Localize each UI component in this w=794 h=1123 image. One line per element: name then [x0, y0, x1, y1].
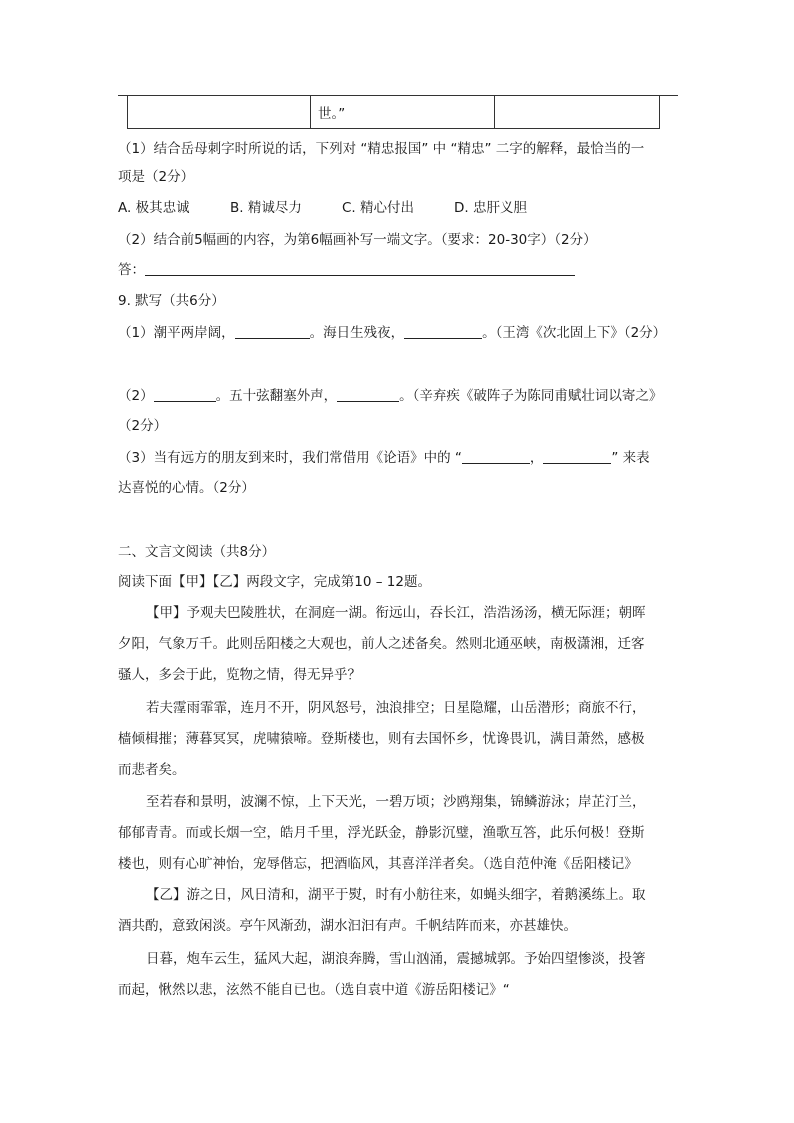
q9-item3-line2: 达喜悦的心情。（2分） — [118, 480, 255, 496]
table-fragment — [127, 95, 660, 129]
option-d: D. 忠肝义胆 — [454, 200, 527, 216]
passage-line: 楼也，则有心旷神怡，宠辱偕忘，把酒临风，其喜洋洋者矣。（选自范仲淹《岳阳楼记》 — [118, 856, 638, 872]
section2-title: 二、文言文阅读（共8分） — [118, 544, 276, 560]
passage-line: 骚人，多会于此，览物之情，得无异乎？ — [118, 667, 361, 683]
q8-1-stem-line1: （1）结合岳母刺字时所说的话，下列对 “精忠报国” 中 “精忠” 二字的解释，最恰当的一 — [118, 141, 645, 157]
answer-label: 答： — [118, 262, 145, 278]
q9-item1-text-a: （1）潮平两岸阔， — [118, 325, 235, 341]
q8-2-stem: （2）结合前5幅画的内容，为第6幅画补写一端文字。（要求：20-30字）（2分） — [118, 232, 597, 248]
q8-1-options — [118, 199, 527, 217]
option-c: C. 精心付出 — [342, 200, 415, 216]
passage-line: 郁郁青青。而或长烟一空，皓月千里，浮光跃金，静影沉璧，渔歌互答，此乐何极！登斯 — [118, 825, 645, 841]
option-b: B. 精诚尽力 — [230, 200, 302, 216]
q9-item3-text-c: ” 来表 — [611, 450, 650, 466]
passage-line: 夕阳，气象万千。此则岳阳楼之大观也，前人之述备矣。然则北通巫峡，南极潇湘，迁客 — [118, 636, 645, 652]
passage-line: 若夫霪雨霏霏，连月不开，阴风怒号，浊浪排空；日星隐耀，山岳潜形；商旅不行， — [146, 700, 646, 716]
q9-item3-text-b: ， — [529, 450, 544, 466]
table-cell-middle: 世。” — [311, 96, 495, 129]
passage-line: 而悲者矣。 — [118, 762, 186, 778]
q8-1-stem-line2: 项是（2分） — [118, 169, 195, 185]
q9-item2-blank-2[interactable] — [337, 387, 399, 402]
q9-item2-line2: （2分） — [118, 418, 168, 434]
table-cell-right — [495, 96, 660, 129]
passage-line: 酒共酌，意致闲淡。亭午风渐劲，湖水汩汩有声。千帆结阵而来，亦甚雄快。 — [118, 918, 577, 934]
q9-item3-blank-2[interactable] — [543, 449, 611, 464]
q9-item1-blank-1[interactable] — [235, 324, 310, 339]
q9-item1-text-b: 。海日生残夜， — [309, 325, 405, 341]
passage-line: 日暮，炮车云生，猛风大起，湖浪奔腾，雪山汹涌，震撼城郭。予始四望惨淡，投箸 — [146, 951, 646, 967]
table-cell-left — [128, 96, 311, 129]
q9-title: 9. 默写（共6分） — [118, 293, 225, 309]
passage-line: 而起，愀然以悲，泫然不能自已也。（选自袁中道《游岳阳楼记》“ — [118, 982, 510, 998]
option-a: A. 极其忠诚 — [118, 200, 190, 216]
q9-item2-text-b: 。五十弦翻塞外声， — [215, 388, 338, 404]
passage-line: 樯倾楫摧；薄暮冥冥，虎啸猿啼。登斯楼也，则有去国怀乡，忧谗畏讥，满目萧然，感极 — [118, 731, 645, 747]
q9-item3 — [118, 449, 650, 467]
q9-item1 — [118, 324, 666, 342]
q9-item3-text-a: （3）当有远方的朋友到来时，我们常借用《论语》中的 “ — [118, 450, 462, 466]
passage-line: 【甲】予观夫巴陵胜状，在洞庭一湖。衔远山，吞长江，浩浩汤汤，横无际涯；朝晖 — [146, 605, 646, 621]
passage-line: 至若春和景明，波澜不惊，上下天光，一碧万顷；沙鸥翔集，锦鳞游泳；岸芷汀兰， — [146, 794, 646, 810]
section2-instruction: 阅读下面【甲】【乙】两段文字，完成第10 – 12题。 — [118, 574, 431, 590]
q9-item3-blank-1[interactable] — [462, 449, 530, 464]
q9-item2-blank-1[interactable] — [154, 387, 216, 402]
passage-line: 【乙】游之日，风日清和，湖平于熨，时有小舫往来，如蝇头细字，着鹅溪练上。取 — [146, 887, 646, 903]
q8-2-answer — [118, 261, 575, 279]
q9-item2 — [118, 387, 662, 405]
q9-item1-blank-2[interactable] — [404, 324, 482, 339]
q9-item1-text-c: 。（王湾《次北固上下》（2分） — [482, 325, 667, 341]
answer-blank[interactable] — [145, 261, 575, 276]
q9-item2-text-c: 。（辛弃疾《破阵子为陈同甫赋壮词以寄之》 — [399, 388, 663, 404]
q9-item2-text-a: （2） — [118, 388, 154, 404]
